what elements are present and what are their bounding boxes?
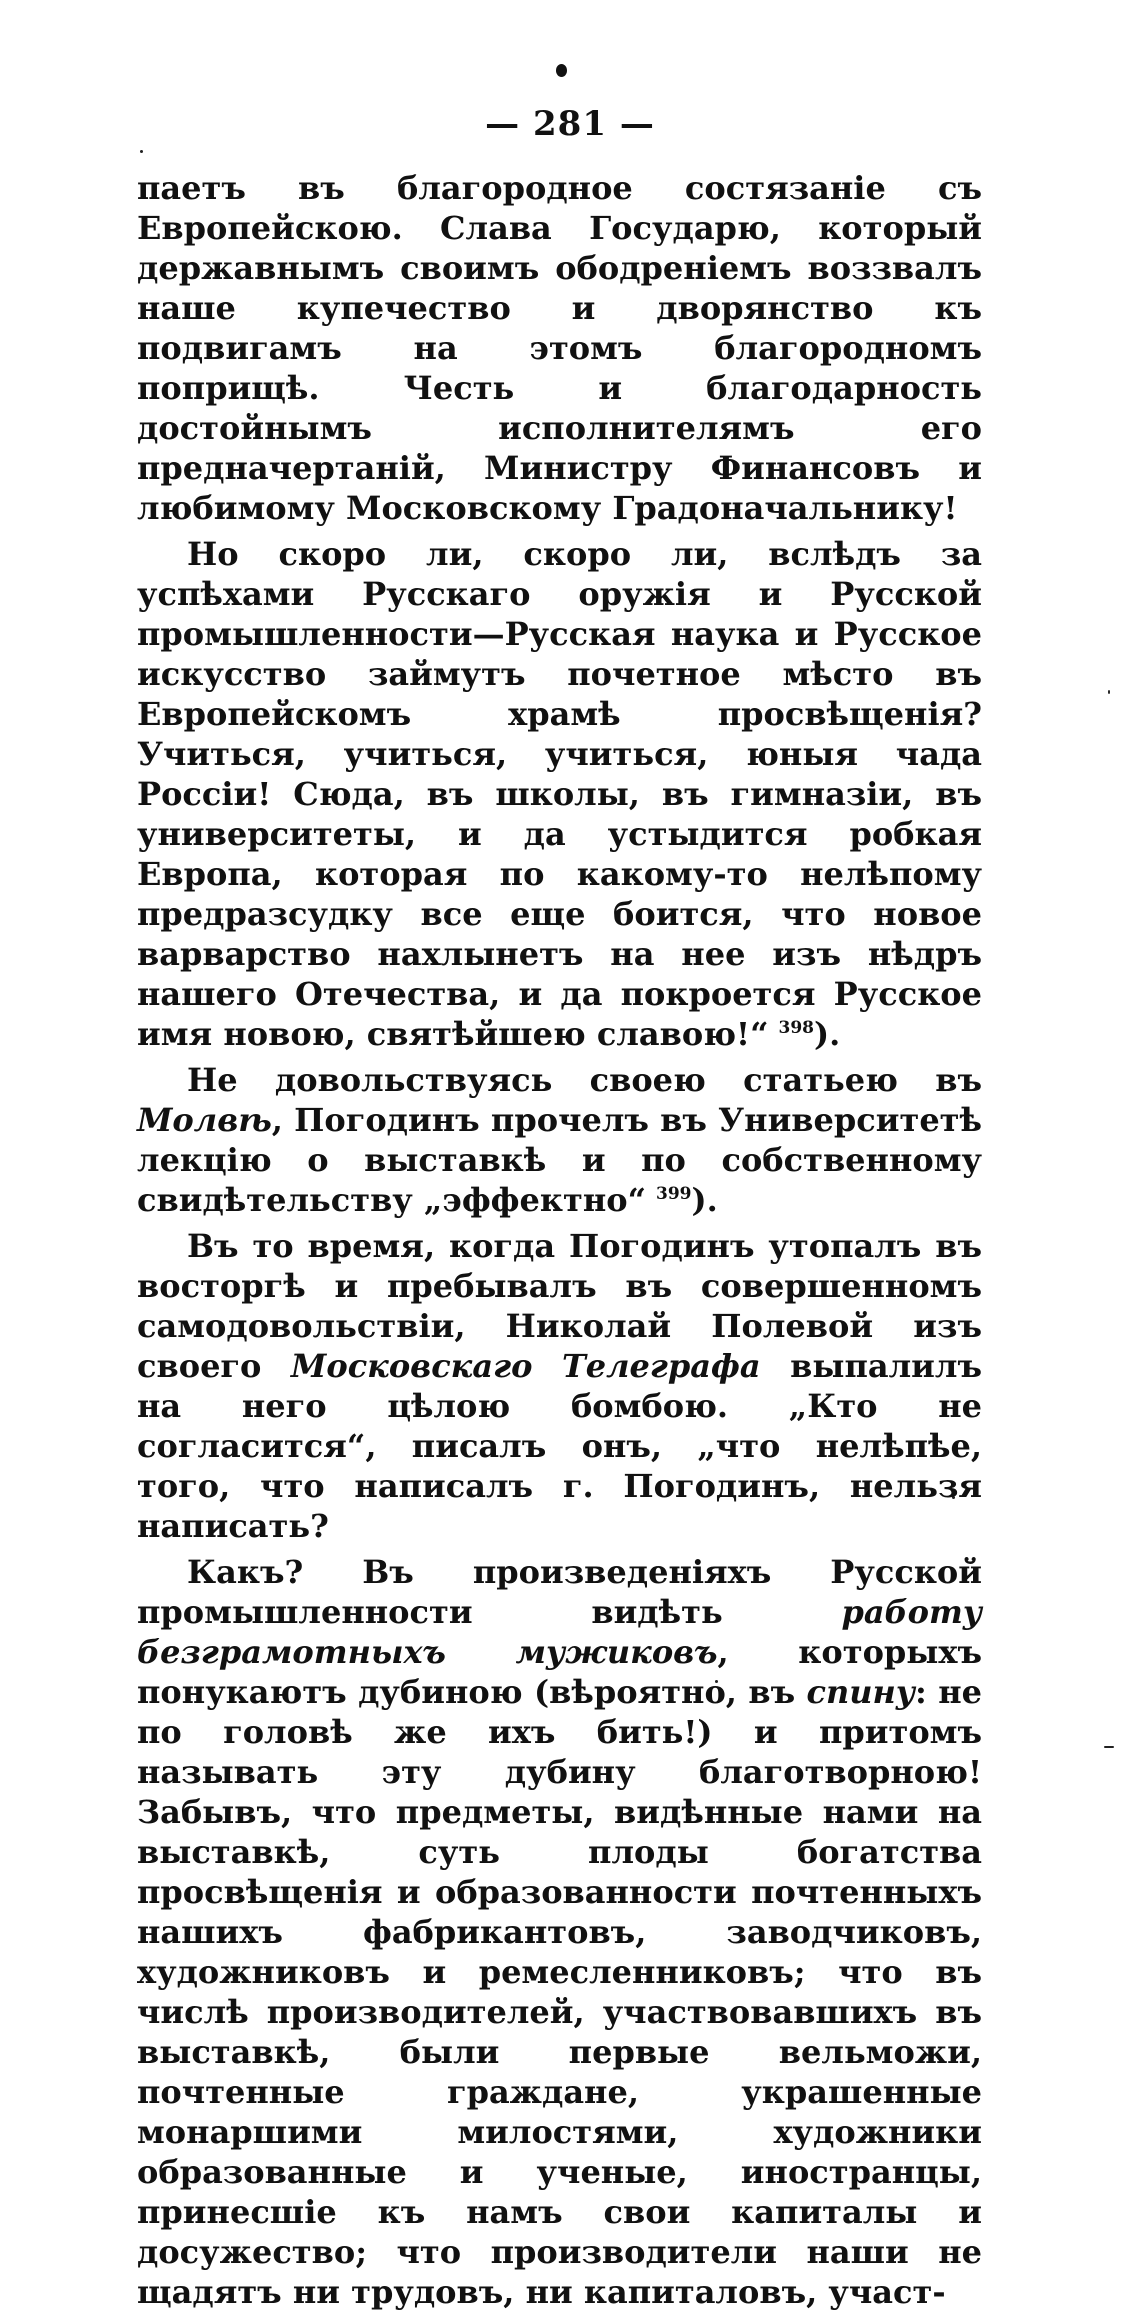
text-run: ). xyxy=(814,1015,841,1053)
text-run: Въ то время, когда Погодинъ утопалъ въ восторгѣ и пребывалъ въ совершенномъ самодовольствіи, Николай Полевой изъ своего xyxy=(137,1227,982,1385)
text-run: ). xyxy=(691,1181,718,1219)
ink-speck xyxy=(1104,1746,1114,1748)
body-text xyxy=(137,168,982,2312)
page-number: — 281 — xyxy=(485,104,655,144)
italic-text: Московскаго Телеграфа xyxy=(290,1347,761,1385)
paragraph-4 xyxy=(137,1226,982,1546)
italic-text: спину xyxy=(806,1673,916,1711)
paragraph-3 xyxy=(137,1060,982,1220)
text-run: : не по головѣ же ихъ бить!) и притомъ называть эту дубину благотворною! Забывъ, что предметы, видѣнные нами на выставкѣ, суть плоды богатства просвѣщенія и образованности почтенныхъ нашихъ фабрикантовъ, заводчиковъ, художниковъ и ремесленниковъ; что въ числѣ производителей, участвовавшихъ въ выставкѣ, были первые вельможи, почтенные граждане, украшенные монаршими милостями, художники образованные и ученые, иностранцы, принесшіе къ намъ свои капиталы и досужество; что производители наши не щадятъ ни трудовъ, ни капиталовъ, участ- xyxy=(137,1673,983,2311)
paragraph-2 xyxy=(137,534,982,1054)
text-run: Но скоро ли, скоро ли, вслѣдъ за успѣхами Русскаго оружія и Русской промышленности—Русская наука и Русское искусство займутъ почетное мѣсто въ Европейскомъ храмѣ просвѣщенія? Учиться, учиться, учиться, юныя чада Россіи! Сюда, въ школы, въ гимназіи, въ университеты, и да устыдится робкая Европа, которая по какому-то нелѣпому предразсудку все еще боится, что новое варварство нахлынетъ на нее изъ нѣдръ нашего Отечества, и да покроется Русское имя новою, святѣйшею славою!“ xyxy=(137,535,982,1053)
text-run: , Погодинъ прочелъ въ Университетѣ лекцію о выставкѣ и по собственному свидѣтельству „эффектно“ xyxy=(137,1101,982,1219)
paragraph-1 xyxy=(137,168,982,528)
footnote-reference: 399 xyxy=(656,1184,692,1205)
paragraph-5 xyxy=(137,1552,982,2312)
text-run: выпалилъ на него цѣлою бомбою. „Кто не согласится“, писалъ онъ, „что нелѣпѣе, того, что написалъ г. Погодинъ, нельзя написать? xyxy=(137,1347,983,1545)
text-run: , которыхъ понукаютъ дубиною (вѣроятно, въ xyxy=(137,1633,982,1711)
text-run: Какъ? Въ произведеніяхъ Русской промышленности видѣть xyxy=(137,1553,982,1631)
footnote-reference: 398 xyxy=(778,1018,814,1039)
text-run: Не довольствуясь своею статьею въ xyxy=(187,1061,982,1099)
ink-dot xyxy=(556,64,567,77)
text-run: паетъ въ благородное состязаніе съ Европейскою. Слава Государю, который державнымъ своимъ ободреніемъ воззвалъ наше купечество и дворянство къ подвигамъ на этомъ благородномъ поприщѣ. Честь и благодарность достойнымъ исполнителямъ его предначертаній, Министру Финансовъ и любимому Московскому Градоначальнику! xyxy=(137,169,982,527)
ink-speck xyxy=(1108,690,1110,694)
italic-text: работу безграмотныхъ мужиковъ xyxy=(137,1593,982,1671)
italic-text: Молвѣ xyxy=(137,1101,272,1139)
ink-speck xyxy=(140,150,143,153)
